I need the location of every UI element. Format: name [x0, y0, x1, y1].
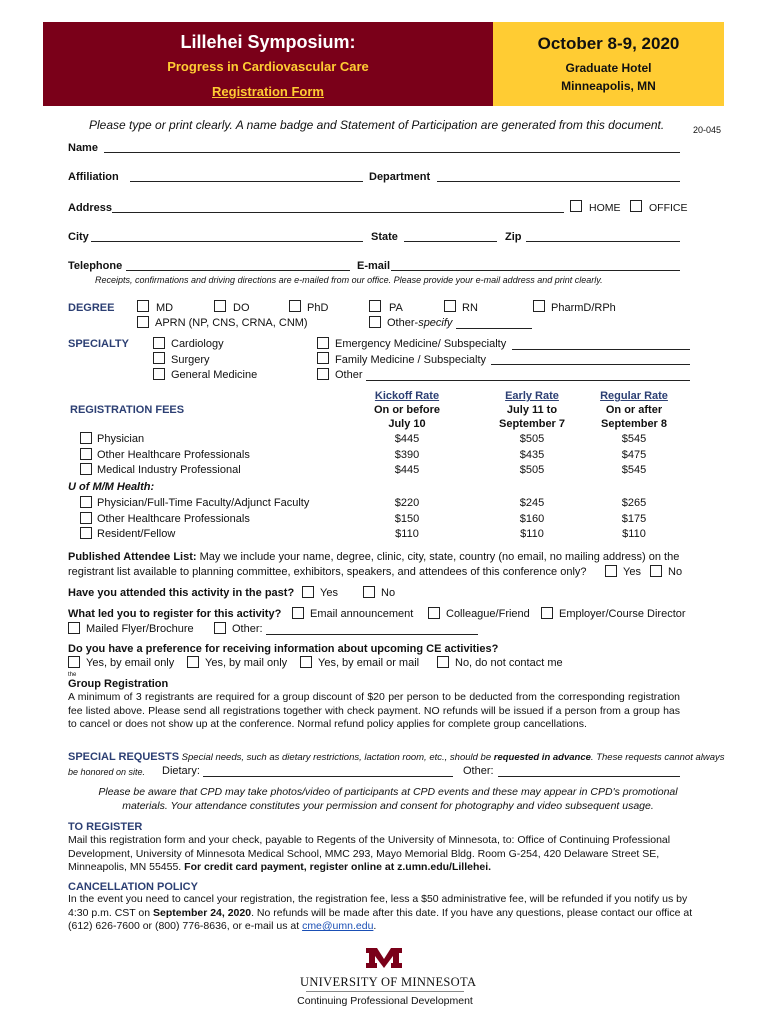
email-link[interactable]: cme@umn.edu: [302, 920, 374, 932]
cardiology-label: Cardiology: [171, 338, 224, 350]
pa-label: PA: [389, 302, 403, 314]
fee-cell: $445: [394, 433, 420, 445]
special-requests-line2: be honored on site.: [68, 767, 146, 777]
fee-cell: $505: [519, 464, 545, 476]
rn-checkbox[interactable]: [444, 300, 456, 312]
fee-cell: $545: [621, 464, 647, 476]
led-other-label: Other:: [232, 623, 263, 635]
umm-physician-fee-checkbox[interactable]: [80, 496, 92, 508]
cancellation-heading: CANCELLATION POLICY: [68, 881, 198, 893]
attended-yes-label: Yes: [320, 587, 338, 599]
to-register-heading: TO REGISTER: [68, 821, 143, 833]
attendee-yes-checkbox[interactable]: [605, 565, 617, 577]
department-field[interactable]: [437, 181, 680, 182]
fee-cell: $220: [394, 497, 420, 509]
early-column-header: Early Rate July 11 to September 7: [498, 390, 566, 430]
ce-both-checkbox[interactable]: [300, 656, 312, 668]
phd-checkbox[interactable]: [289, 300, 301, 312]
pharmd-checkbox[interactable]: [533, 300, 545, 312]
name-label: Name: [68, 142, 98, 154]
employer-checkbox[interactable]: [541, 607, 553, 619]
regular-column-header: Regular Rate On or after September 8: [600, 390, 668, 430]
fee-cell: $445: [394, 464, 420, 476]
dietary-label: Dietary:: [162, 765, 200, 777]
affiliation-field[interactable]: [130, 181, 363, 182]
photo-notice-line1: Please be aware that CPD may take photos/video of participants at CPD events and these may appear in CPD's promotional: [98, 786, 678, 798]
table-row-label: Resident/Fellow: [97, 528, 176, 540]
tiny-text: the: [68, 672, 77, 678]
general-medicine-checkbox[interactable]: [153, 368, 165, 380]
telephone-field[interactable]: [126, 270, 350, 271]
table-row-label: Other Healthcare Professionals: [97, 449, 250, 461]
attendee-list-question-line2: registrant list available to planning committee, exhibitors, speakers, and attendees of this conference only?: [68, 566, 587, 578]
attended-no-checkbox[interactable]: [363, 586, 375, 598]
receipts-note: Receipts, confirmations and driving directions are e-mailed from our office. Please provide your e-mail address and print clearly.: [95, 275, 603, 285]
family-field[interactable]: [491, 364, 690, 365]
registration-fees-heading: REGISTRATION FEES: [70, 404, 185, 416]
email-announcement-label: Email announcement: [310, 608, 414, 620]
fee-cell: $390: [394, 449, 420, 461]
fee-cell: $545: [621, 433, 647, 445]
specialty-other-checkbox[interactable]: [317, 368, 329, 380]
degree-other-label: Other-specify: [387, 317, 453, 329]
umm-other-hcp-fee-checkbox[interactable]: [80, 512, 92, 524]
fee-cell: $435: [519, 449, 545, 461]
state-field[interactable]: [404, 241, 497, 242]
venue: Graduate Hotel: [565, 61, 652, 75]
other-hcp-fee-checkbox[interactable]: [80, 448, 92, 460]
dietary-field[interactable]: [203, 776, 453, 777]
aprn-checkbox[interactable]: [137, 316, 149, 328]
industry-fee-checkbox[interactable]: [80, 463, 92, 475]
kickoff-column-header: Kickoff Rate On or before July 10: [373, 390, 440, 430]
zip-label: Zip: [505, 231, 522, 243]
fee-cell: $110: [622, 528, 646, 540]
university-m-logo: [364, 946, 404, 970]
specialty-heading: SPECIALTY: [68, 338, 129, 350]
photo-notice-line2: materials. Your attendance constitutes your permission and consent for photography and video subsequent usage.: [122, 800, 654, 812]
symposium-subtitle: Progress in Cardiovascular Care: [167, 59, 369, 74]
home-label: HOME: [589, 202, 621, 214]
venue-city: Minneapolis, MN: [561, 79, 656, 93]
special-other-label: Other:: [463, 765, 494, 777]
degree-other-field[interactable]: [456, 328, 532, 329]
md-checkbox[interactable]: [137, 300, 149, 312]
email-field[interactable]: [391, 270, 680, 271]
department-label: Department: [369, 171, 431, 183]
physician-fee-checkbox[interactable]: [80, 432, 92, 444]
rn-label: RN: [462, 302, 478, 314]
fee-cell: $505: [519, 433, 545, 445]
employer-label: Employer/Course Director: [559, 608, 686, 620]
emergency-field[interactable]: [512, 349, 690, 350]
pa-checkbox[interactable]: [369, 300, 381, 312]
fee-cell: $265: [621, 497, 647, 509]
surgery-label: Surgery: [171, 354, 210, 366]
general-medicine-label: General Medicine: [171, 369, 258, 381]
zip-field[interactable]: [526, 241, 680, 242]
office-label: OFFICE: [649, 202, 688, 214]
group-text: A minimum of 3 registrants are required for a group discount of $20 per person to be deducted from the corresponding registration fee listed above. Please send all registrations together with check payment. NO refunds will be issued if a person from a group has to cancel or does not show up at the conference. Normal refund policy applies for complete group cancellations.: [68, 691, 680, 730]
department-name: Continuing Professional Development: [297, 995, 473, 1007]
resident-fee-checkbox[interactable]: [80, 527, 92, 539]
specialty-other-label: Other: [335, 369, 363, 381]
home-checkbox[interactable]: [570, 200, 582, 212]
telephone-label: Telephone: [68, 260, 123, 272]
fee-cell: $245: [519, 497, 545, 509]
table-row-label: Physician/Full-Time Faculty/Adjunct Faculty: [97, 497, 310, 509]
attendee-no-checkbox[interactable]: [650, 565, 662, 577]
degree-heading: DEGREE: [68, 302, 115, 314]
ce-email-label: Yes, by email only: [86, 657, 175, 669]
ce-pref-question: Do you have a preference for receiving information about upcoming CE activities?: [68, 643, 499, 655]
md-label: MD: [156, 302, 174, 314]
attendee-list-question: Published Attendee List: May we include your name, degree, clinic, city, state, country (no email, no mailing address) on the: [68, 551, 680, 563]
email-label: E-mail: [357, 260, 391, 272]
ce-none-label: No, do not contact me: [455, 657, 563, 669]
family-label: Family Medicine / Subspecialty: [335, 354, 487, 366]
to-register-text: Mail this registration form and your check, payable to Regents of the University of Minnesota, to: Office of Continuing Professional Development, University of Minnesota Medical School, MMC 293, Mayo Memorial Bldg. Room G-254, 420 Delaware Street SE, Minneapolis, MN 55455. For credit card payment, register online at z.umn.edu/Lillehei.: [68, 834, 671, 873]
table-row-label: Other Healthcare Professionals: [97, 513, 250, 525]
fee-cell: $110: [395, 528, 419, 540]
colleague-label: Colleague/Friend: [446, 608, 530, 620]
affiliation-label: Affiliation: [68, 171, 119, 183]
university-divider: [306, 991, 464, 992]
pharmd-label: PharmD/RPh: [551, 302, 616, 314]
special-requests-line1: SPECIAL REQUESTS Special needs, such as dietary restrictions, lactation room, etc., should be requested in advance. These requests cannot always: [68, 751, 725, 763]
ce-email-checkbox[interactable]: [68, 656, 80, 668]
led-other-field[interactable]: [266, 634, 478, 635]
fee-cell: $110: [520, 528, 544, 540]
family-checkbox[interactable]: [317, 352, 329, 364]
instructions: Please type or print clearly. A name badge and Statement of Participation are generated from this document.: [89, 118, 665, 132]
address-field[interactable]: [112, 212, 564, 213]
attendee-yes-label: Yes: [623, 566, 641, 578]
mailed-flyer-checkbox[interactable]: [68, 622, 80, 634]
surgery-checkbox[interactable]: [153, 352, 165, 364]
attendee-no-label: No: [668, 566, 683, 578]
specialty-other-field[interactable]: [366, 380, 690, 381]
symposium-title: Lillehei Symposium:: [180, 32, 356, 52]
fee-cell: $150: [394, 513, 420, 525]
table-row-label: Medical Industry Professional: [97, 464, 241, 476]
attended-question: Have you attended this activity in the past?: [68, 587, 295, 599]
emergency-label: Emergency Medicine/ Subspecialty: [335, 338, 507, 350]
email-announcement-checkbox[interactable]: [292, 607, 304, 619]
state-label: State: [371, 231, 398, 243]
umm-heading: U of M/M Health:: [68, 481, 155, 493]
cardiology-checkbox[interactable]: [153, 337, 165, 349]
aprn-label: APRN (NP, CNS, CRNA, CNM): [155, 317, 308, 329]
group-heading: Group Registration: [68, 678, 169, 690]
form-code: 20-045: [693, 125, 722, 135]
cancellation-text: In the event you need to cancel your registration, the registration fee, less a $50 administrative fee, will be refunded if you notify us by 4:30 p.m. CST on September 24, 2020. No refunds will be made after this date. If you have any questions, please contact our office at (612) 626-7600 or (800) 776-8636, or e-mail us at cme@umn.edu.: [68, 893, 693, 932]
fee-cell: $160: [519, 513, 545, 525]
ce-mail-label: Yes, by mail only: [205, 657, 288, 669]
city-field[interactable]: [91, 241, 363, 242]
city-label: City: [68, 231, 89, 243]
ce-both-label: Yes, by email or mail: [318, 657, 420, 669]
phd-label: PhD: [307, 302, 329, 314]
name-field[interactable]: [104, 152, 680, 153]
address-label: Address: [68, 202, 113, 214]
ce-mail-checkbox[interactable]: [187, 656, 199, 668]
university-name: UNIVERSITY OF MINNESOTA: [300, 975, 477, 989]
office-checkbox[interactable]: [630, 200, 642, 212]
fee-cell: $475: [621, 449, 647, 461]
event-date: October 8-9, 2020: [537, 34, 680, 53]
degree-other-checkbox[interactable]: [369, 316, 381, 328]
mailed-flyer-label: Mailed Flyer/Brochure: [86, 623, 194, 635]
led-other-checkbox[interactable]: [214, 622, 226, 634]
emergency-checkbox[interactable]: [317, 337, 329, 349]
form-label: Registration Form: [212, 84, 324, 99]
do-label: DO: [233, 302, 250, 314]
fee-cell: $175: [621, 513, 647, 525]
special-other-field[interactable]: [498, 776, 680, 777]
colleague-checkbox[interactable]: [428, 607, 440, 619]
do-checkbox[interactable]: [214, 300, 226, 312]
led-question: What led you to register for this activity?: [68, 608, 282, 620]
table-row-label: Physician: [97, 433, 145, 445]
attended-no-label: No: [381, 587, 396, 599]
ce-none-checkbox[interactable]: [437, 656, 449, 668]
attended-yes-checkbox[interactable]: [302, 586, 314, 598]
